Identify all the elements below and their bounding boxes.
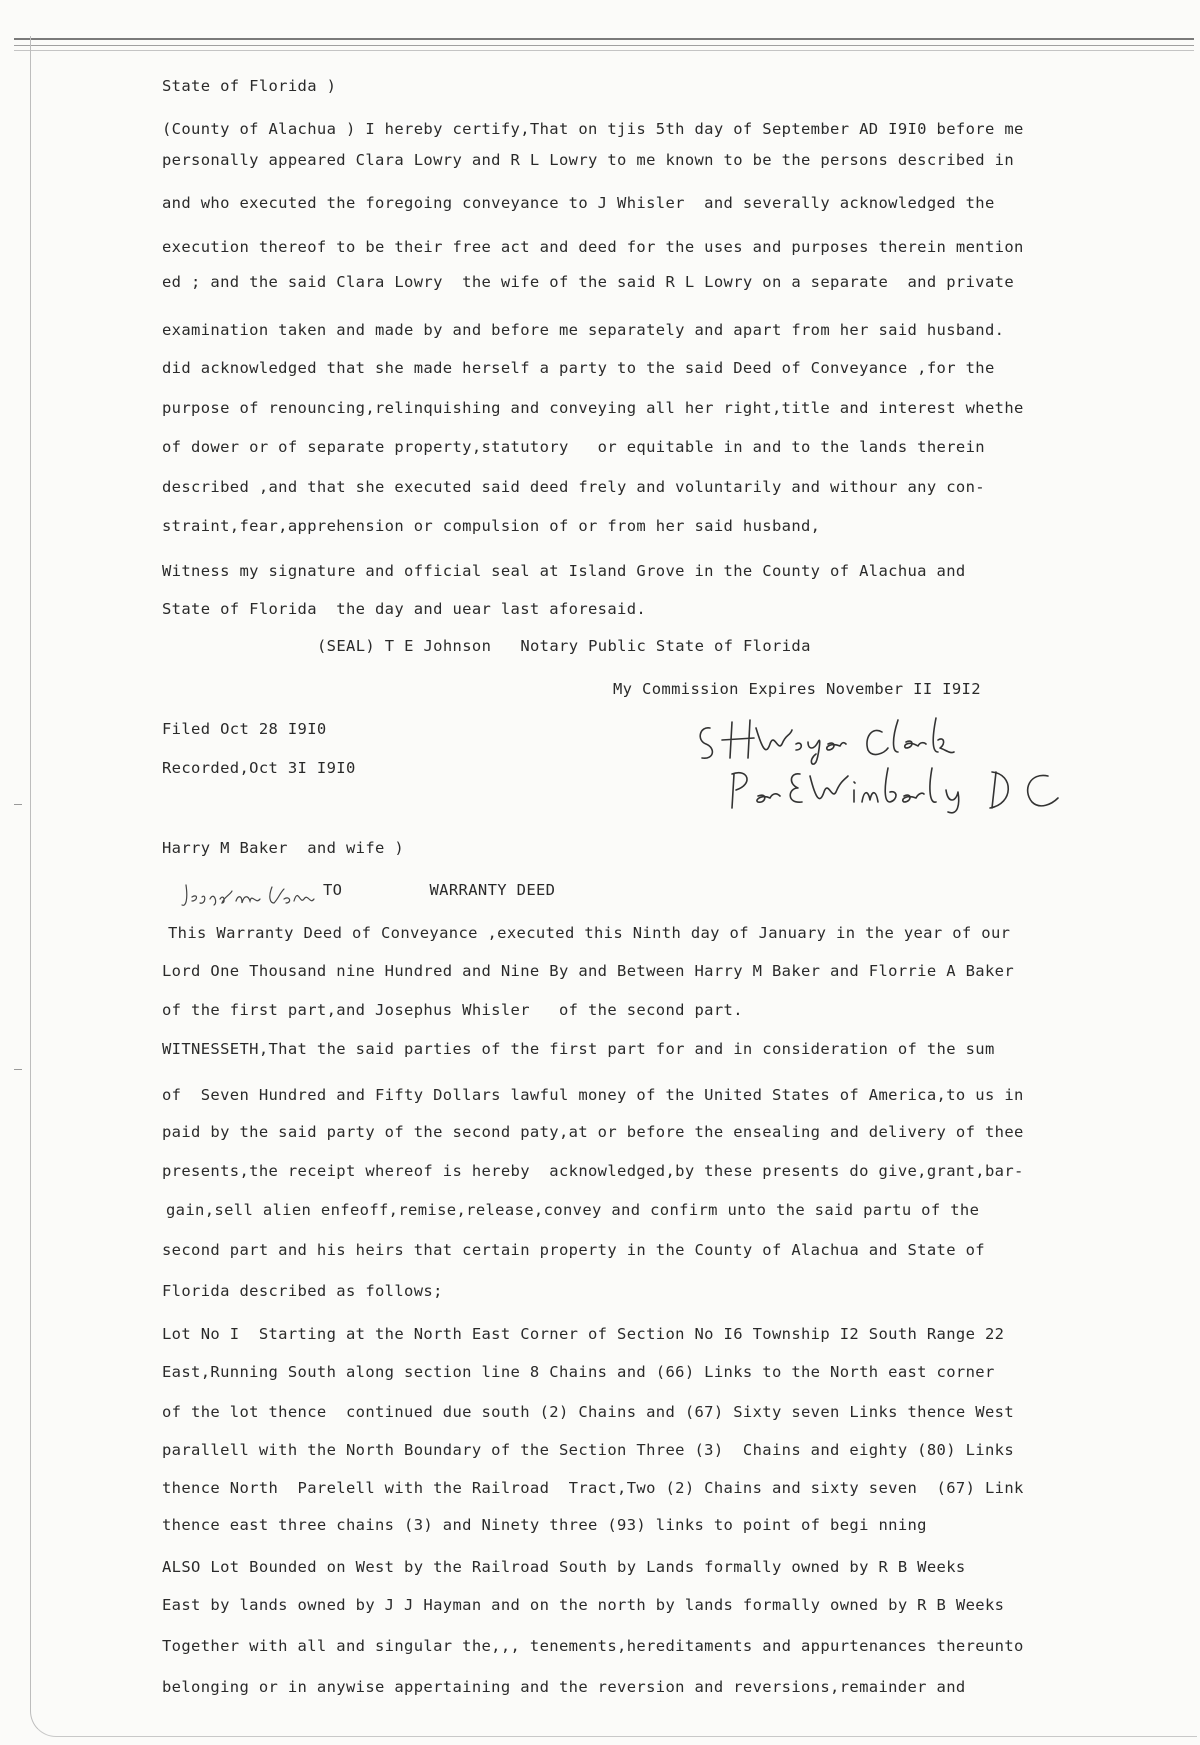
text-line: (County of Alachua ) I hereby certify,That on tjis 5th day of September AD I9I0 before me [162, 120, 1024, 138]
text-line: of dower or of separate property,statutory or equitable in and to the lands therein [162, 438, 985, 456]
text-line: purpose of renouncing,relinquishing and conveying all her right,title and interest whethe [162, 399, 1024, 417]
text-line: This Warranty Deed of Conveyance ,executed this Ninth day of January in the year of our [168, 924, 1011, 942]
text-line: Lot No I Starting at the North East Corner of Section No I6 Township I2 South Range 22 [162, 1325, 1005, 1343]
text-line: My Commission Expires November II I9I2 [613, 680, 981, 698]
text-line: TO WARRANTY DEED [323, 881, 556, 899]
text-line: thence North Parelell with the Railroad Tract,Two (2) Chains and sixty seven (67) Link [162, 1479, 1024, 1497]
text-line: of Seven Hundred and Fifty Dollars lawful money of the United States of America,to us in [162, 1086, 1024, 1104]
text-line: of the lot thence continued due south (2) Chains and (67) Sixty seven Links thence West [162, 1403, 1014, 1421]
text-line: did acknowledged that she made herself a party to the said Deed of Conveyance ,for the [162, 359, 995, 377]
handwritten-note [180, 877, 380, 911]
text-line: Lord One Thousand nine Hundred and Nine By and Between Harry M Baker and Florrie A Baker [162, 962, 1014, 980]
text-line: presents,the receipt whereof is hereby acknowledged,by these presents do give,grant,bar- [162, 1162, 1024, 1180]
text-line: WITNESSETH,That the said parties of the first part for and in consideration of the sum [162, 1040, 995, 1058]
text-line: thence east three chains (3) and Ninety three (93) links to point of begi nning [162, 1516, 927, 1534]
text-line: and who executed the foregoing conveyance to J Whisler and severally acknowledged the [162, 194, 995, 212]
text-line: straint,fear,apprehension or compulsion of or from her said husband, [162, 517, 821, 535]
text-line: East by lands owned by J J Hayman and on the north by lands formally owned by R B Weeks [162, 1596, 1005, 1614]
text-line: belonging or in anywise appertaining and the reversion and reversions,remainder and [162, 1678, 966, 1696]
margin-tick [14, 804, 22, 805]
clerk-signature [692, 708, 1092, 818]
text-line: execution thereof to be their free act and deed for the uses and purposes therein mention [162, 238, 1024, 256]
text-line: State of Florida the day and uear last aforesaid. [162, 600, 647, 618]
text-line: parallell with the North Boundary of the Section Three (3) Chains and eighty (80) Links [162, 1441, 1014, 1459]
text-line: (SEAL) T E Johnson Notary Public State of Florida [317, 637, 811, 655]
text-line: Witness my signature and official seal at Island Grove in the County of Alachua and [162, 562, 966, 580]
text-line: Filed Oct 28 I9I0 [162, 720, 327, 738]
text-line: ALSO Lot Bounded on West by the Railroad South by Lands formally owned by R B Weeks [162, 1558, 966, 1576]
text-line: Together with all and singular the,,, tenements,hereditaments and appurtenances thereunto [162, 1637, 1024, 1655]
text-line: Florida described as follows; [162, 1282, 443, 1300]
text-line: paid by the said party of the second paty,at or before the ensealing and delivery of thee [162, 1123, 1024, 1141]
text-line: of the first part,and Josephus Whisler of the second part. [162, 1001, 743, 1019]
text-line: second part and his heirs that certain property in the County of Alachua and State of [162, 1241, 985, 1259]
text-line: State of Florida ) [162, 77, 337, 95]
text-line: described ,and that she executed said deed frely and voluntarily and withour any con- [162, 478, 985, 496]
text-line: Harry M Baker and wife ) [162, 839, 405, 857]
text-line: Recorded,Oct 3I I9I0 [162, 759, 356, 777]
text-line: examination taken and made by and before me separately and apart from her said husband. [162, 321, 1005, 339]
margin-tick [14, 1069, 22, 1070]
text-line: ed ; and the said Clara Lowry the wife of the said R L Lowry on a separate and private [162, 273, 1014, 291]
text-line: personally appeared Clara Lowry and R L Lowry to me known to be the persons described in [162, 151, 1014, 169]
text-line: gain,sell alien enfeoff,remise,release,convey and confirm unto the said partu of the [166, 1201, 980, 1219]
text-line: East,Running South along section line 8 Chains and (66) Links to the North east corner [162, 1363, 995, 1381]
